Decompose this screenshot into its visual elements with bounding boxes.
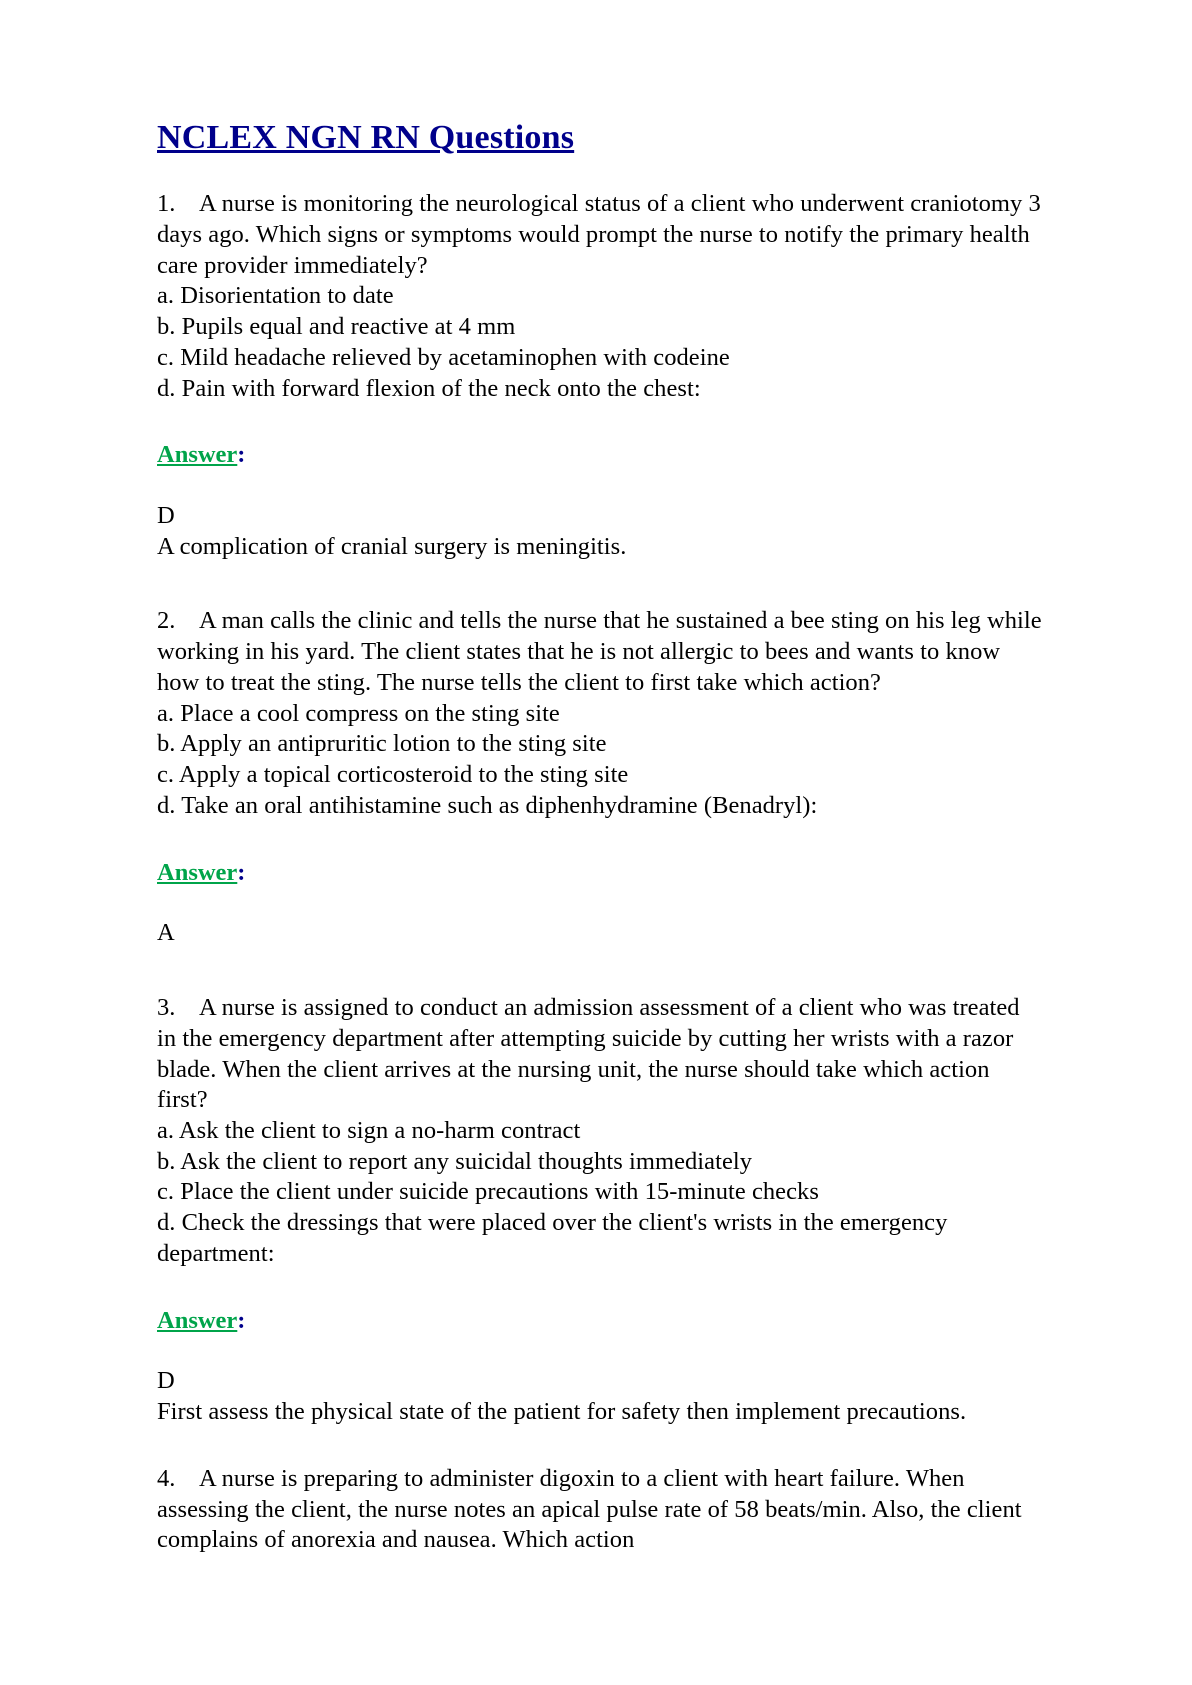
option-a: a. Place a cool compress on the sting site: [157, 699, 560, 727]
option-d: d. Take an oral antihistamine such as diphenhydramine (Benadryl):: [157, 791, 818, 819]
answer-label-word: Answer: [157, 858, 238, 886]
spacer: [157, 471, 1042, 501]
option-a: a. Ask the client to sign a no-harm contract: [157, 1116, 581, 1144]
answer-explanation: A complication of cranial surgery is meningitis.: [157, 532, 627, 560]
question-text: A nurse is monitoring the neurological status of a client who underwent craniotomy 3 days ago. Which signs or symptoms would prompt the nurse to notify the primary health care provider immediately?: [157, 190, 1041, 279]
answer-label-colon: :: [237, 441, 246, 469]
question-stem: [157, 993, 1042, 1116]
option-c: c. Place the client under suicide precautions with 15-minute checks: [157, 1178, 819, 1206]
answer-label: [157, 440, 1042, 471]
answer-letter: D: [157, 1367, 175, 1395]
spacer: [157, 404, 1042, 440]
answer-label-colon: :: [237, 858, 246, 886]
question-block-1: [157, 189, 1042, 562]
spacer: [157, 1270, 1042, 1306]
question-text: A nurse is preparing to administer digoxin to a client with heart failure. When assessing the client, the nurse notes an apical pulse rate of 58 beats/min. Also, the client complains of anorexia and nausea. Which action: [157, 1464, 1022, 1554]
answer-label: [157, 1306, 1042, 1337]
question-stem: [157, 606, 1042, 698]
question-number: 3.: [157, 994, 176, 1022]
option-d: d. Pain with forward flexion of the neck onto the chest:: [157, 374, 701, 402]
question-text: A nurse is assigned to conduct an admission assessment of a client who was treated in the emergency department after attempting suicide by cutting her wrists with a razor blade. When the client arrives at the nursing unit, the nurse should take which action first?: [157, 994, 1020, 1114]
question-number: 4.: [157, 1464, 176, 1492]
spacer: [157, 949, 1042, 993]
answer-label: [157, 858, 1042, 889]
option-d: d. Check the dressings that were placed over the client's wrists in the emergency department:: [157, 1209, 948, 1267]
spacer: [157, 888, 1042, 918]
question-block-2: [157, 606, 1042, 949]
question-stem: [157, 1464, 1042, 1556]
option-c: c. Apply a topical corticosteroid to the sting site: [157, 761, 629, 789]
question-block-4: [157, 1464, 1042, 1556]
question-stem: [157, 189, 1042, 281]
spacer: [157, 822, 1042, 858]
option-b: b. Apply an antipruritic lotion to the sting site: [157, 730, 607, 758]
question-block-3: [157, 993, 1042, 1428]
answer-letter: D: [157, 501, 175, 529]
answer-label-word: Answer: [157, 1306, 238, 1334]
answer-letter: A: [157, 919, 175, 947]
question-text: A man calls the clinic and tells the nurse that he sustained a bee sting on his leg while working in his yard. The client states that he is not allergic to bees and wants to know how to treat the sting. The nurse tells the client to first take which action?: [157, 607, 1042, 696]
spacer: [157, 562, 1042, 606]
option-a: a. Disorientation to date: [157, 282, 394, 310]
question-number: 1.: [157, 190, 176, 218]
option-c: c. Mild headache relieved by acetaminophen with codeine: [157, 343, 730, 371]
option-b: b. Pupils equal and reactive at 4 mm: [157, 313, 516, 341]
option-b: b. Ask the client to report any suicidal thoughts immediately: [157, 1147, 753, 1175]
question-number: 2.: [157, 607, 176, 635]
page-title: NCLEX NGN RN Questions: [157, 119, 575, 156]
answer-explanation: First assess the physical state of the patient for safety then implement precautions.: [157, 1398, 967, 1426]
spacer: [157, 1336, 1042, 1366]
answer-label-word: Answer: [157, 441, 238, 469]
answer-label-colon: :: [237, 1306, 246, 1334]
spacer: [157, 1428, 1042, 1464]
